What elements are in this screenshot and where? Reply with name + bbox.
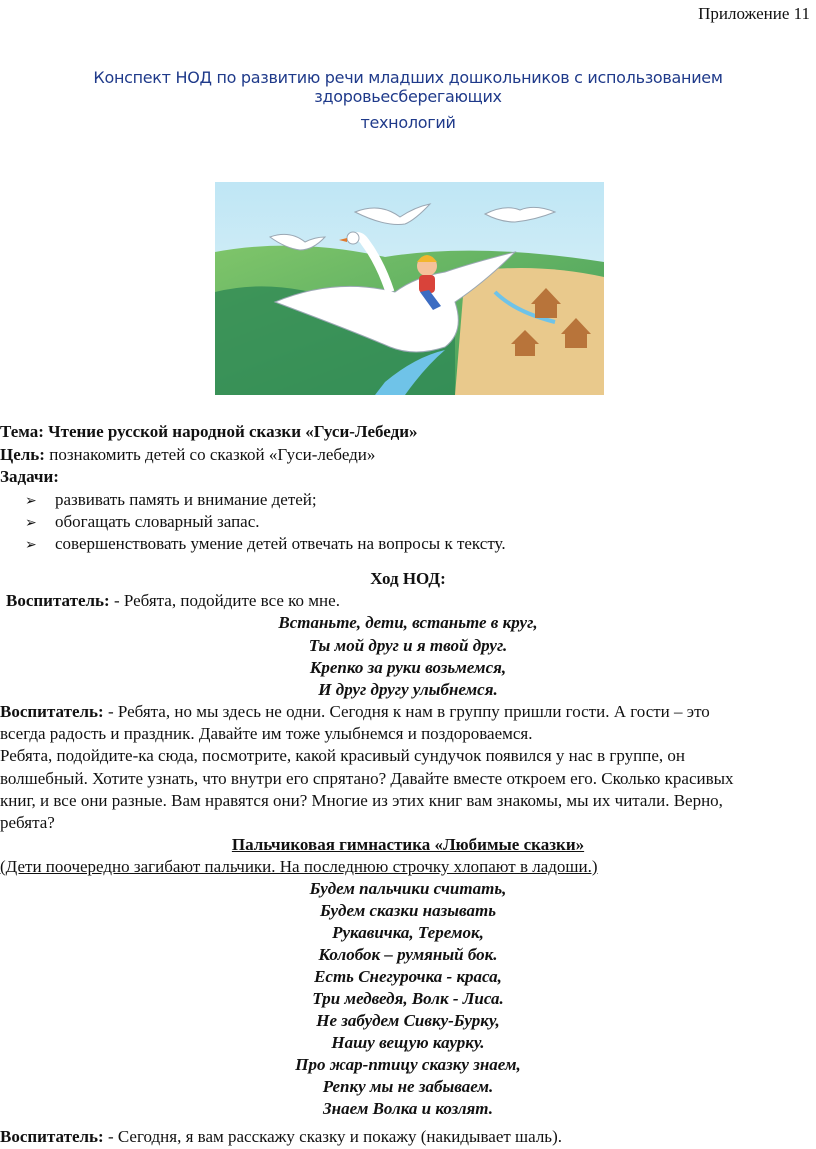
document-title-line-1: Конспект НОД по развитию речи младших дошкольников с использованием здоровьесберегающих bbox=[93, 68, 723, 106]
poem-line: Будем пальчики считать, bbox=[309, 879, 507, 898]
poem-line: Есть Снегурочка - краса, bbox=[314, 967, 502, 986]
tasks-label: Задачи: bbox=[0, 467, 59, 486]
final-teacher-line: Воспитатель: - Сегодня, я вам расскажу сказку и покажу (накидывает шаль). bbox=[0, 1127, 562, 1146]
arrow-bullet-icon: ➢ bbox=[25, 515, 37, 531]
poem-line: Три медведя, Волк - Лиса. bbox=[312, 989, 504, 1008]
poem-line: И друг другу улыбнемся. bbox=[318, 680, 498, 699]
goal-line bbox=[0, 444, 375, 466]
poem-line: Нашу вещую каурку. bbox=[331, 1033, 485, 1052]
list-item: ➢ совершенствовать умение детей отвечать на вопросы к тексту. bbox=[25, 533, 506, 556]
course-heading: Ход НОД: bbox=[370, 569, 446, 588]
poem-line: Колобок – румяный бок. bbox=[318, 945, 498, 964]
poem-line: Ты мой друг и я твой друг. bbox=[308, 636, 508, 655]
goal-label: Цель: bbox=[0, 445, 45, 464]
poem-line: Будем сказки называть bbox=[319, 901, 497, 920]
document-title-line-2: технологий bbox=[360, 113, 456, 132]
poem-line: Не забудем Сивку-Бурку, bbox=[316, 1011, 500, 1030]
illustration-goose-boy bbox=[215, 182, 604, 395]
poem-line: Рукавичка, Теремок, bbox=[332, 923, 484, 942]
goal-value: познакомить детей со сказкой «Гуси-лебеди» bbox=[44, 445, 376, 464]
poem-line: Крепко за руки возьмемся, bbox=[309, 658, 507, 677]
poem-line: Знаем Волка и козлят. bbox=[322, 1099, 493, 1118]
teacher-label: Воспитатель: bbox=[0, 1127, 104, 1146]
teacher-label: Воспитатель: bbox=[0, 702, 104, 721]
appendix-number: Приложение 11 bbox=[698, 4, 810, 23]
poem-line: Про жар-птицу сказку знаем, bbox=[295, 1055, 521, 1074]
paragraph-line: книг, и все они разные. Вам нравятся они? Многие из этих книг вам знакомы, мы их читали. Верно, bbox=[0, 791, 723, 810]
poem-line: Встаньте, дети, встаньте в круг, bbox=[278, 613, 538, 632]
paragraph-line: Ребята, подойдите-ка сюда, посмотрите, какой красивый сундучок появился у нас в группе, он bbox=[0, 746, 685, 765]
paragraph-line: волшебный. Хотите узнать, что внутри его спрятано? Давайте вместе откроем его. Сколько красивых bbox=[0, 769, 734, 788]
arrow-bullet-icon: ➢ bbox=[25, 493, 37, 509]
theme-line bbox=[0, 421, 418, 443]
paragraph-line: ребята? bbox=[0, 813, 55, 832]
teacher-line-2b: всегда радость и праздник. Давайте им тоже улыбнемся и поздороваемся. bbox=[0, 724, 533, 743]
list-item: ➢ обогащать словарный запас. bbox=[25, 511, 260, 534]
gymnastics-instruction: (Дети поочередно загибают пальчики. На последнюю строчку хлопают в ладоши.) bbox=[0, 857, 598, 876]
theme-label: Тема: bbox=[0, 422, 44, 441]
teacher-line-2: Воспитатель: - Ребята, но мы здесь не одни. Сегодня к нам в группу пришли гости. А гости – это bbox=[0, 702, 710, 721]
gymnastics-heading: Пальчиковая гимнастика «Любимые сказки» bbox=[231, 835, 585, 854]
theme-value: Чтение русской народной сказки «Гуси-Лебеди» bbox=[43, 422, 418, 441]
teacher-line-1: Воспитатель: - Ребята, подойдите все ко мне. bbox=[6, 591, 340, 610]
list-item: ➢ развивать память и внимание детей; bbox=[25, 489, 317, 512]
teacher-label: Воспитатель: bbox=[6, 591, 110, 610]
arrow-bullet-icon: ➢ bbox=[25, 537, 37, 553]
poem-line: Репку мы не забываем. bbox=[322, 1077, 494, 1096]
